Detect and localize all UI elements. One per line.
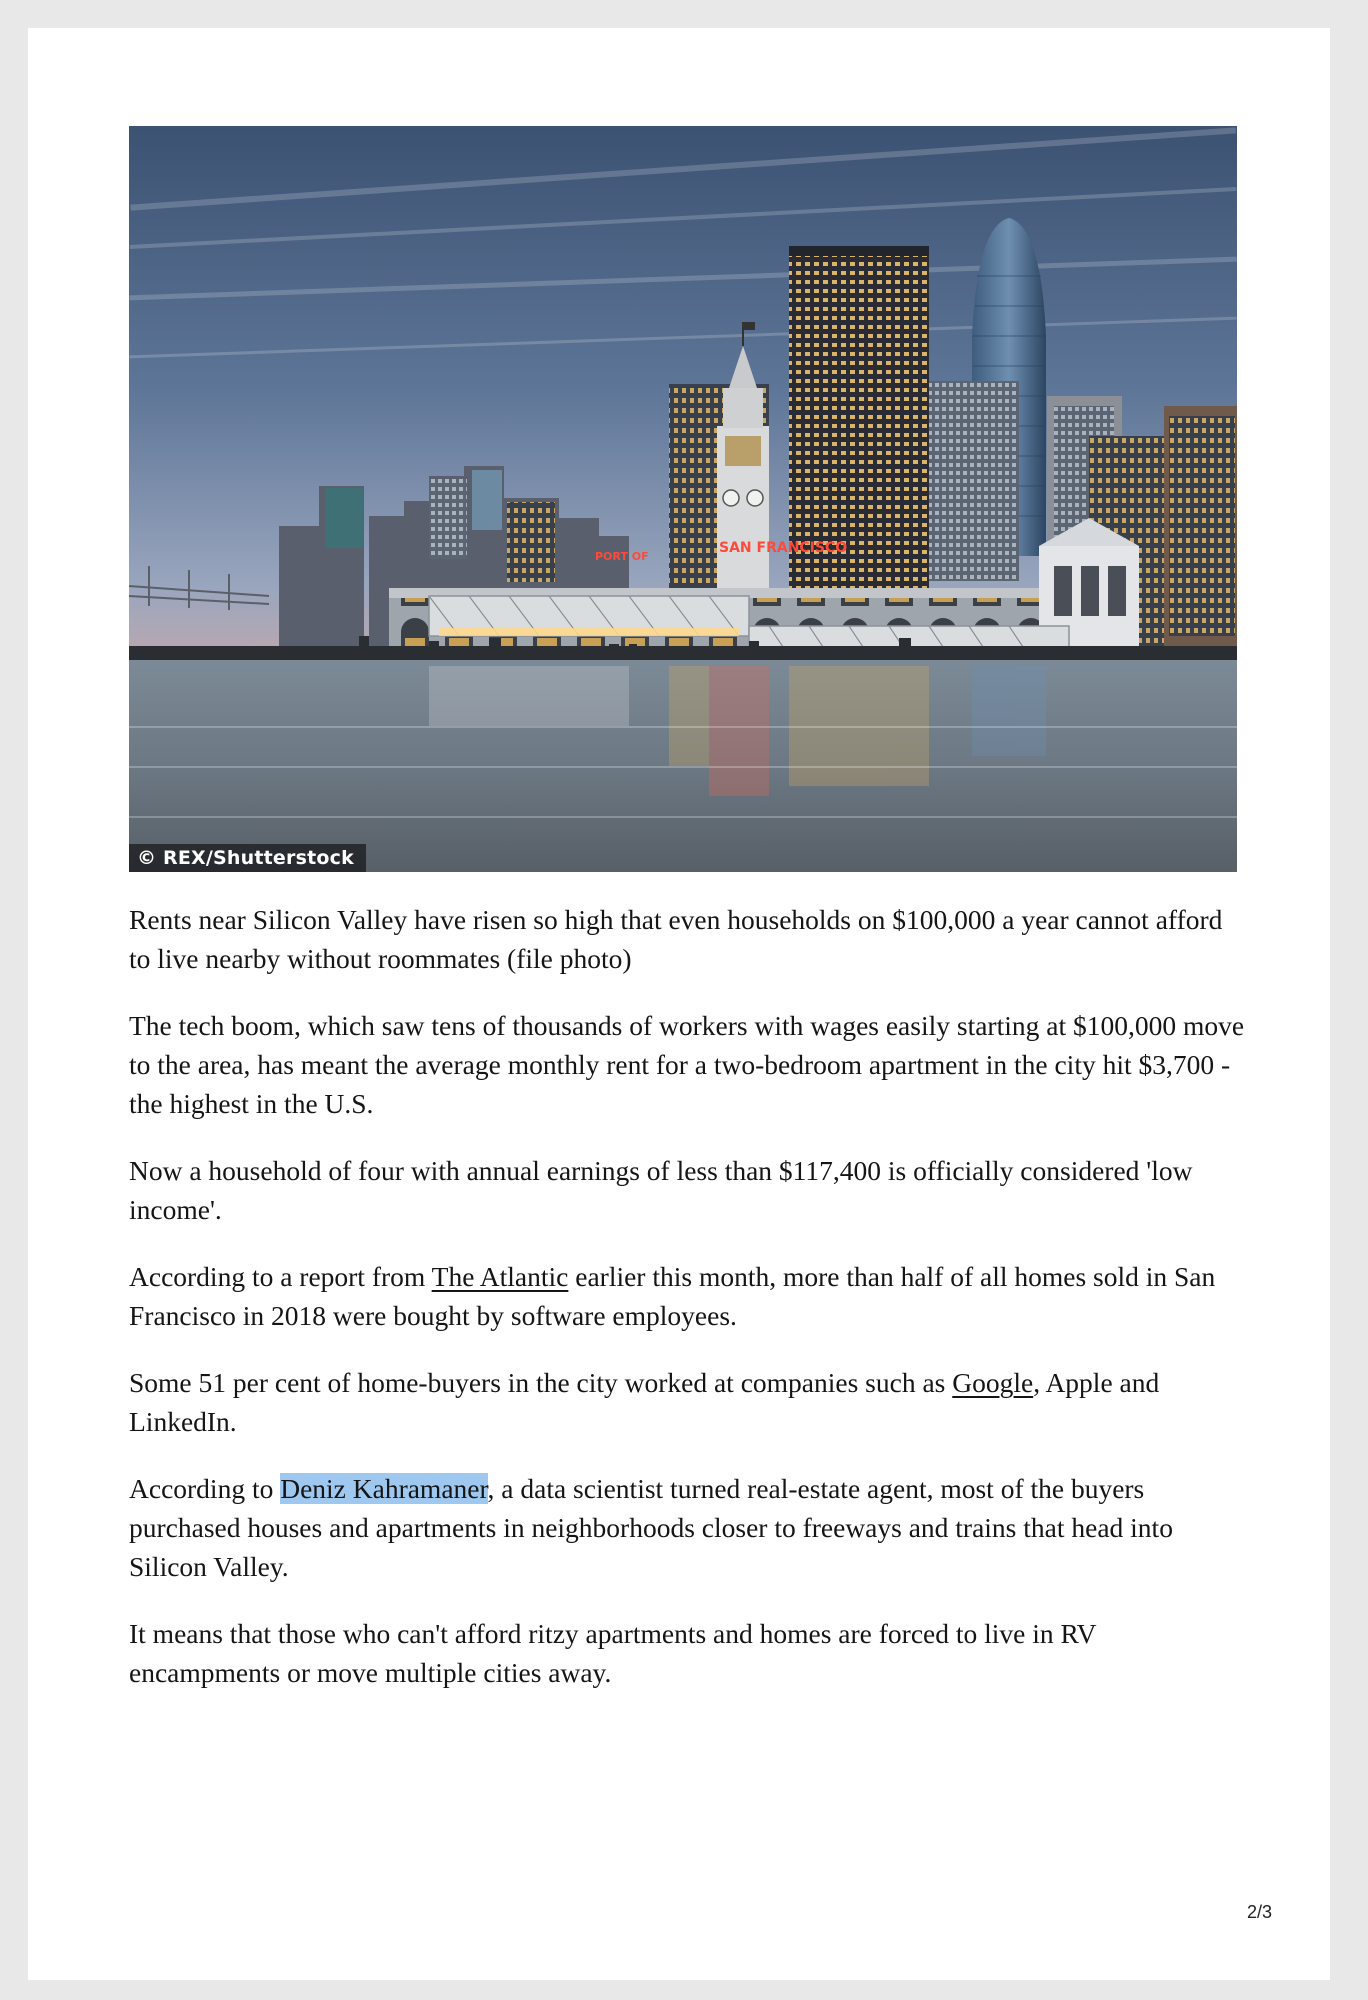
paragraph-tech-boom: The tech boom, which saw tens of thousands of workers with wages easily starting at $100,000 move to the area, has meant the average monthly rent for a two-bedroom apartment in the city hit $3,700 - the highest in the U.S.	[129, 1010, 1245, 1119]
paragraph-real-estate-agent	[129, 1469, 1249, 1586]
highlighted-selection[interactable]: Deniz Kahramaner	[280, 1473, 488, 1504]
paragraph-rv-encampments: It means that those who can't afford ritzy apartments and homes are forced to live in RV encampments or move multiple cities away.	[129, 1618, 1096, 1688]
photo-caption: Rents near Silicon Valley have risen so high that even households on $100,000 a year cannot afford to live nearby without roommates (file photo)	[129, 904, 1223, 974]
the-atlantic-link[interactable]: The Atlantic	[431, 1261, 569, 1292]
text-span: Some 51 per cent of home-buyers in the city worked at companies such as	[129, 1367, 953, 1398]
text-span: According to a report from	[129, 1261, 432, 1292]
article-body	[129, 900, 1249, 1720]
document-page	[28, 28, 1330, 1980]
photo-credit: © REX/Shutterstock	[129, 844, 366, 872]
san-francisco-skyline-image	[129, 126, 1237, 872]
text-span: According to	[129, 1473, 281, 1504]
article-photo	[129, 126, 1237, 872]
paragraph-atlantic-report	[129, 1257, 1249, 1335]
text-span: , a data scientist turned real-estate agent, most of the buyers purchased houses and apartments in neighborhoods closer to freeways and trains that head into Silicon Valley.	[129, 1473, 1173, 1582]
paragraph-low-income: Now a household of four with annual earnings of less than $117,400 is officially considered 'low income'.	[129, 1155, 1193, 1225]
page-number: 2/3	[1246, 1902, 1272, 1922]
paragraph-home-buyers	[129, 1363, 1249, 1441]
san-francisco-sign: SAN FRANCISCO	[719, 540, 848, 556]
text-span: , Apple and LinkedIn.	[129, 1367, 1160, 1437]
google-link[interactable]: Google	[952, 1367, 1034, 1398]
text-span: earlier this month, more than half of all homes sold in San Francisco in 2018 were bought by software employees.	[129, 1261, 1216, 1331]
port-of-sign: PORT OF	[595, 550, 649, 563]
